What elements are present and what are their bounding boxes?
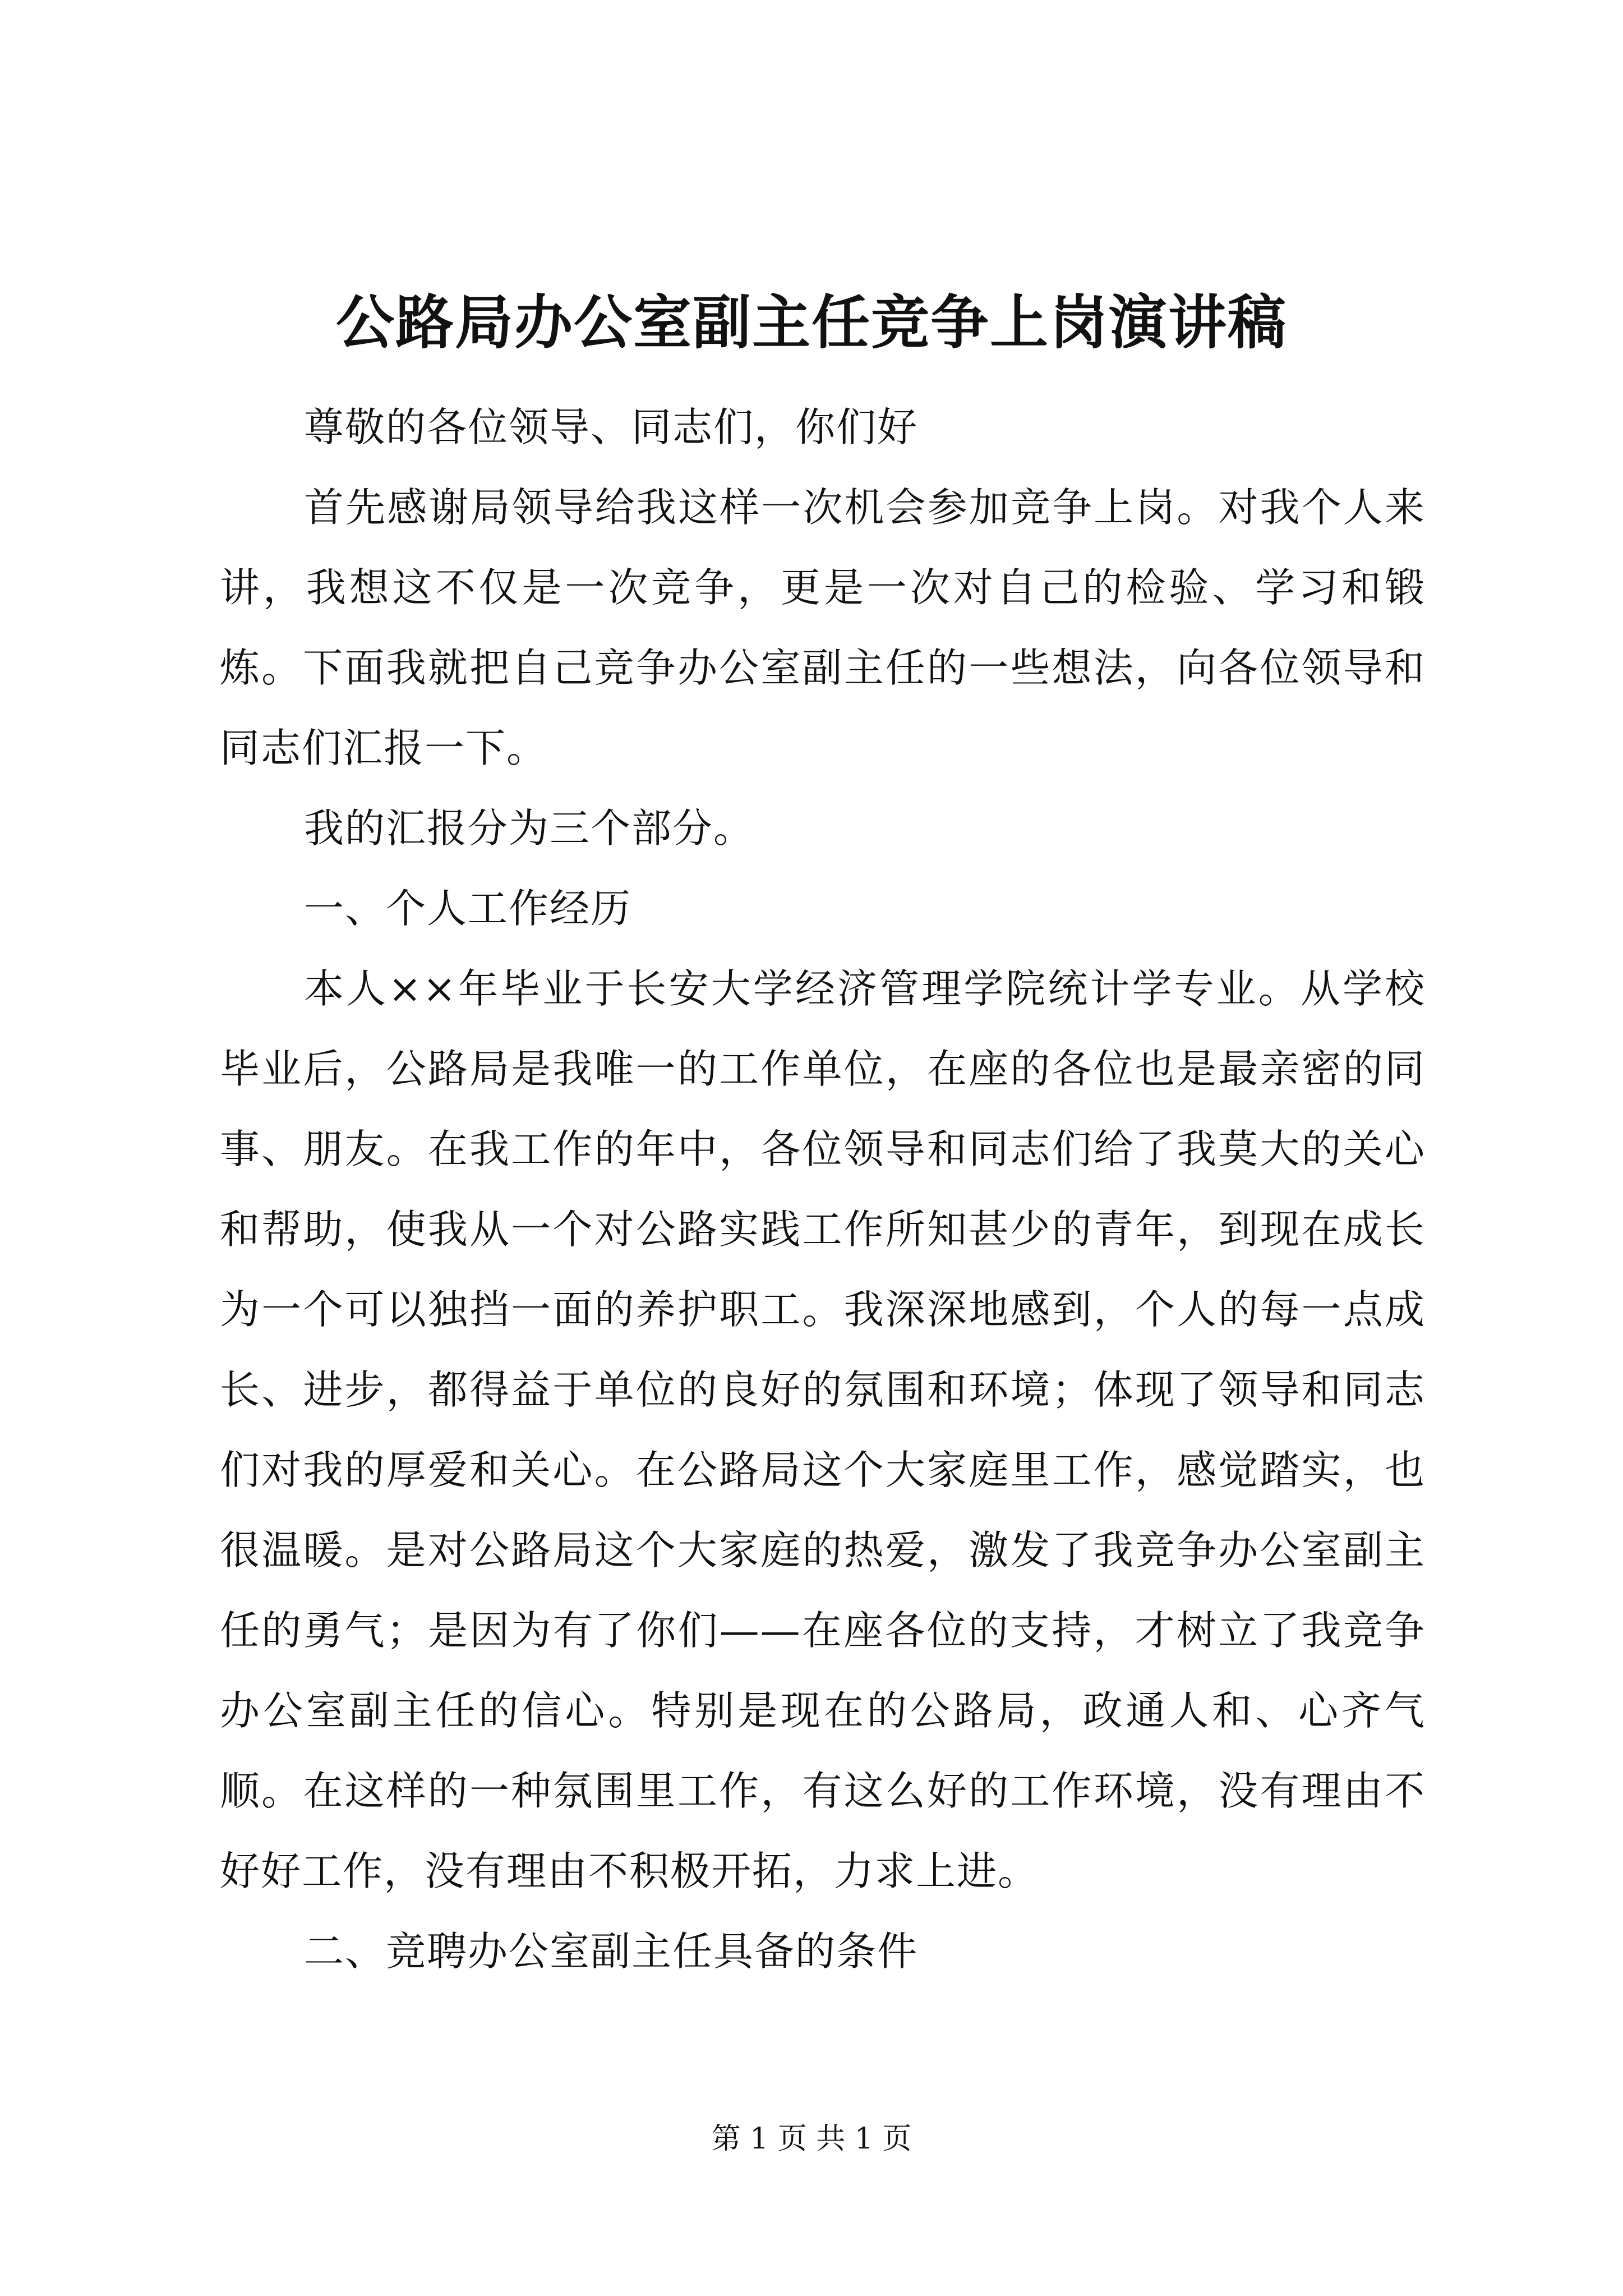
- page-footer: 第 1 页 共 1 页: [711, 2122, 912, 2156]
- document-title: 公路局办公室副主任竞争上岗演讲稿: [335, 288, 1287, 357]
- outline-paragraph: 我的汇报分为三个部分。: [304, 805, 755, 852]
- document-body: [220, 387, 1426, 1991]
- intro-paragraph: 首先感谢局领导给我这样一次机会参加竞争上岗。对我个人来讲，我想这不仅是一次竞争，更是一次对自己的检验、学习和锻炼。下面我就把自己竞争办公室副主任的一些想法，向各位领导和同志们汇报一下。: [220, 484, 1426, 771]
- section-heading-1: 一、个人工作经历: [304, 885, 632, 932]
- greeting-paragraph: 尊敬的各位领导、同志们，你们好: [304, 404, 919, 450]
- section-heading-2: 二、竞聘办公室副主任具备的条件: [304, 1928, 919, 1975]
- work-experience-paragraph: 本人××年毕业于长安大学经济管理学院统计学专业。从学校毕业后，公路局是我唯一的工作单位，在座的各位也是最亲密的同事、朋友。在我工作的年中，各位领导和同志们给了我莫大的关心和帮助，使我从一个对公路实践工作所知甚少的青年，到现在成长为一个可以独挡一面的养护职工。我深深地感到，个人的每一点成长、进步，都得益于单位的良好的氛围和环境；体现了领导和同志们对我的厚爱和关心。在公路局这个大家庭里工作，感觉踏实，也很温暖。是对公路局这个大家庭的热爱，激发了我竞争办公室副主任的勇气；是因为有了你们——在座各位的支持，才树立了我竞争办公室副主任的信心。特别是现在的公路局，政通人和、心齐气顺。在这样的一种氛围里工作，有这么好的工作环境，没有理由不好好工作，没有理由不积极开拓，力求上进。: [220, 965, 1426, 1894]
